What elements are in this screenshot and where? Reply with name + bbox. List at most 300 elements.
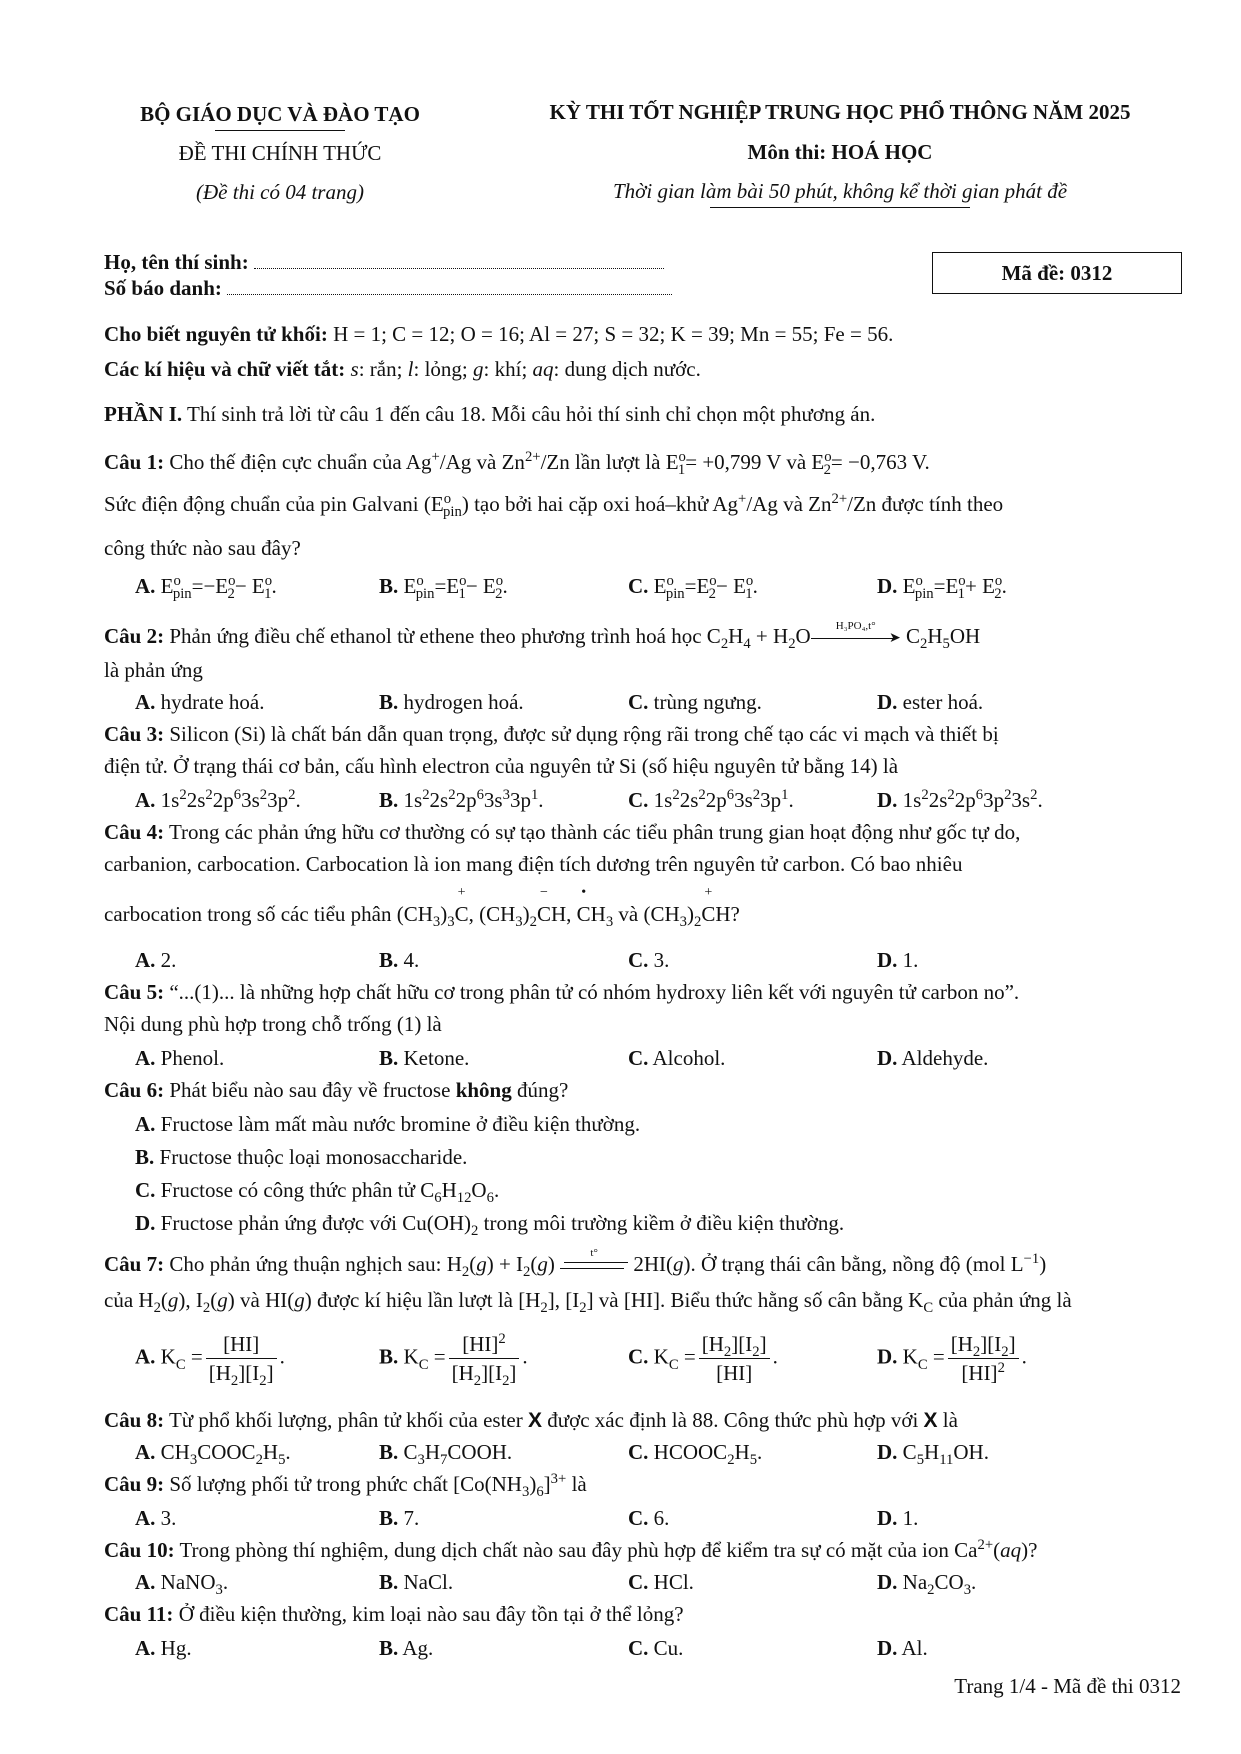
option-text: trùng ngưng. (653, 690, 762, 714)
candidate-id-blank[interactable] (227, 278, 672, 295)
f: C (902, 1440, 917, 1464)
sub: 3 (605, 914, 614, 931)
option-d[interactable] (877, 946, 918, 974)
k: K (902, 1344, 918, 1369)
opt-text: − E (234, 574, 265, 598)
option-b[interactable] (379, 1568, 453, 1596)
option-letter: B. (379, 574, 399, 598)
option-d[interactable] (877, 1504, 918, 1532)
carbon: C (701, 902, 716, 926)
question-9-options (135, 1504, 1185, 1534)
sub: 5 (749, 1452, 758, 1469)
dot: . (279, 1344, 285, 1369)
option-letter: A. (135, 1046, 156, 1070)
question-3-line2: điện tử. Ở trạng thái cơ bản, cấu hình electron của nguyên tử Si (số hiệu nguyên tử bằng 14) là (104, 754, 899, 778)
q1-sup: o (678, 449, 686, 465)
f: . (506, 1440, 513, 1464)
question-11-options (135, 1634, 1185, 1664)
option-text: Fructose thuộc loại monosaccharide. (159, 1145, 468, 1169)
sub: C (917, 1356, 928, 1373)
charged-carbon (454, 885, 469, 928)
option-d[interactable] (135, 1209, 845, 1240)
option-b[interactable] (379, 946, 419, 974)
cfg: 1s (902, 788, 922, 812)
q2-eq: O (795, 624, 811, 648)
option-text: Ketone. (403, 1046, 470, 1070)
numerator (699, 1330, 770, 1359)
q7-phase: g (217, 1288, 228, 1312)
cfg-sup: 6 (726, 787, 735, 803)
sub: 3 (515, 914, 523, 931)
frac-text: ][I (731, 1332, 753, 1356)
question-1 (104, 448, 1184, 479)
q8-text: được xác định là 88. Công thức phù hợp với (542, 1408, 924, 1432)
q5-line1: “...(1)... là những hợp chất hữu cơ trong phân tử có nhóm hydroxy liên kết với nguyên tử carbon no”. (164, 980, 1020, 1004)
numerator (449, 1330, 520, 1359)
sub: 2 (579, 1300, 587, 1317)
option-letter: A. (135, 1344, 156, 1369)
frac-text: [H (451, 1361, 474, 1386)
frac-text: [H (208, 1361, 231, 1386)
opt-e: E (160, 574, 174, 598)
fraction (948, 1330, 1019, 1388)
question-5-options (135, 1044, 1185, 1074)
cfg-sup: 2 (422, 787, 430, 803)
cfg: . (1037, 788, 1043, 812)
sub: 2 (694, 914, 702, 931)
cfg: 3s (1011, 788, 1031, 812)
option-letter: C. (628, 1636, 649, 1660)
option-d[interactable] (877, 1634, 928, 1662)
cfg: 1s (160, 788, 180, 812)
q1-sup: 2+ (831, 491, 848, 507)
option-b[interactable] (379, 688, 524, 716)
sub: 2 (202, 1300, 211, 1317)
option-letter: C. (628, 1440, 649, 1464)
option-letter: A. (135, 1636, 156, 1660)
species: ) (440, 902, 448, 926)
option-text: Hg. (160, 1636, 192, 1660)
species: ) (522, 902, 530, 926)
opt-sub: pin (914, 586, 934, 603)
option-letter: A. (135, 1570, 156, 1594)
option-b[interactable] (379, 572, 508, 603)
option-c[interactable] (628, 572, 758, 603)
q1-sup: o (824, 449, 832, 465)
charged-carbon (536, 885, 551, 928)
fraction (449, 1330, 520, 1388)
exam-code-box: Mã đề: 0312 (932, 252, 1182, 294)
cfg: . (788, 788, 794, 812)
option-text: 4. (403, 948, 420, 972)
cfg: 1s (653, 788, 673, 812)
frac-text: [HI] (716, 1361, 753, 1386)
option-a[interactable] (135, 1330, 285, 1388)
cfg-sup: 2 (752, 787, 761, 803)
q7-text: ). Ở trạng thái cân bằng, nồng độ (mol L (683, 1252, 1024, 1276)
question-7-line2 (104, 1286, 1184, 1317)
species: (CH (396, 902, 433, 926)
q6-negation: không (455, 1078, 512, 1102)
opt-text: =E (434, 574, 460, 598)
question-number: Câu 8: (104, 1408, 165, 1432)
option-c[interactable] (135, 1176, 500, 1207)
sub: 3 (417, 1452, 425, 1469)
opt-dot: . (502, 574, 508, 598)
species: (CH (643, 902, 680, 926)
frac-text: [H (701, 1332, 724, 1356)
q2-eq: C (905, 624, 920, 648)
f: HCOOC (653, 1440, 728, 1464)
option-a[interactable] (135, 572, 277, 603)
opt-text: + E (964, 574, 995, 598)
option-letter: D. (877, 948, 898, 972)
f: NaNO (160, 1570, 216, 1594)
q2-eq: OH (949, 624, 981, 648)
option-text: 3. (160, 1506, 177, 1530)
option-a[interactable] (135, 1110, 640, 1138)
cfg-sup: 2 (698, 787, 706, 803)
cfg: 3p (760, 788, 782, 812)
eq-line (564, 1262, 628, 1263)
abbr-s: s (350, 357, 359, 381)
header-left (110, 100, 450, 206)
sub: 2 (972, 1344, 981, 1361)
cfg: 2p (212, 788, 234, 812)
q7-text: ( (469, 1252, 477, 1276)
opt-text: =−E (191, 574, 229, 598)
q7-text: của H (104, 1288, 154, 1312)
cfg-sup: 6 (476, 787, 484, 803)
option-letter: D. (877, 1570, 898, 1594)
official-label: ĐỀ THI CHÍNH THỨC (178, 141, 382, 166)
q7-text: ] và [HI]. Biểu thức hằng số cân bằng K (586, 1288, 924, 1312)
ministry-name: BỘ GIÁO DỤC VÀ ĐÀO TẠO (140, 102, 420, 126)
option-text: hydrogen hoá. (403, 690, 524, 714)
sub: 2 (788, 636, 796, 653)
q7-text: ) (1039, 1252, 1047, 1276)
option-c[interactable] (628, 1504, 669, 1532)
opt-sub: pin (415, 586, 435, 603)
page-footer: Trang 1/4 - Mã đề thi 0312 (954, 1674, 1181, 1698)
option-c[interactable] (628, 688, 762, 716)
option-a[interactable] (135, 1044, 224, 1072)
cfg: 3p (983, 788, 1005, 812)
sub: 3 (679, 914, 688, 931)
subject-label: Môn thi: HOÁ HỌC (747, 140, 933, 165)
carbon: C (576, 902, 591, 926)
sub: C (923, 1300, 934, 1317)
frac-text: ] (1008, 1332, 1016, 1356)
option-letter: B. (379, 690, 399, 714)
option-b[interactable] (379, 786, 544, 814)
option-c[interactable] (628, 1438, 763, 1469)
q7-text: ) và HI( (227, 1288, 295, 1312)
option-d[interactable] (877, 786, 1043, 814)
part1-instruction (104, 400, 1184, 428)
opt-sup: o (459, 573, 467, 589)
q1-e: E (430, 492, 444, 516)
carbon: C (454, 902, 469, 926)
sub: 2 (461, 1264, 470, 1281)
sub: 3 (189, 1452, 198, 1469)
option-text: Al. (901, 1636, 928, 1660)
cfg-sup: 1 (530, 787, 539, 803)
option-b[interactable] (379, 1438, 513, 1469)
option-letter: B. (379, 788, 399, 812)
denominator (699, 1359, 770, 1387)
abbr-s-text: : rắn; (358, 357, 408, 381)
question-number: Câu 2: (104, 624, 165, 648)
question-number: Câu 6: (104, 1078, 165, 1102)
dot: . (522, 1344, 528, 1369)
abbreviations-label: Các kí hiệu và chữ viết tắt: (104, 357, 346, 381)
option-letter: B. (379, 1046, 399, 1070)
q1-sup: o (443, 491, 452, 507)
option-text: Ag. (402, 1636, 434, 1660)
sub: 6 (434, 1190, 442, 1207)
sub: 3 (447, 914, 455, 931)
question-number: Câu 4: (104, 820, 165, 844)
sup: −1 (1023, 1251, 1040, 1267)
cfg-sup: 2 (921, 787, 929, 803)
q1-text-d: = +0,799 V và E (685, 450, 825, 474)
opt-dot: . (752, 574, 758, 598)
option-d[interactable] (877, 572, 1007, 603)
q6-text: Phát biểu nào sau đây về fructose (164, 1078, 456, 1102)
question-number: Câu 7: (104, 1252, 165, 1276)
option-c[interactable] (628, 1634, 683, 1662)
option-a[interactable] (135, 688, 264, 716)
question-7 (104, 1247, 1184, 1281)
option-b[interactable] (379, 1634, 433, 1662)
atomic-masses-line (104, 320, 1184, 348)
numerator (948, 1330, 1019, 1359)
sub: 3 (963, 1582, 972, 1599)
cfg: 2s (928, 788, 948, 812)
question-8-options (135, 1438, 1185, 1468)
q11-text: Ở điều kiện thường, kim loại nào sau đây tồn tại ở thể lỏng? (173, 1602, 684, 1626)
option-d[interactable] (877, 688, 983, 716)
question-1-line2 (104, 490, 1184, 521)
ester-x: X (923, 1409, 938, 1432)
option-letter: D. (877, 1344, 898, 1369)
option-letter: A. (135, 574, 156, 598)
opt-sup: o (666, 573, 674, 589)
species: H? (715, 902, 740, 926)
opt-sup: o (745, 573, 754, 589)
option-text: Aldehyde. (901, 1046, 989, 1070)
q1-text-e: = −0,763 V. (830, 450, 930, 474)
f: COOC (197, 1440, 256, 1464)
exam-title: KỲ THI TỐT NGHIỆP TRUNG HỌC PHỔ THÔNG NĂM 2025 (549, 100, 1131, 124)
fraction (206, 1330, 277, 1388)
opt-sup: o (495, 573, 504, 589)
opt-sup: o (416, 573, 424, 589)
sub: 5 (278, 1452, 286, 1469)
q1-sup: 2+ (524, 449, 541, 465)
k: K (653, 1344, 669, 1369)
charge-mark: + (704, 885, 713, 900)
opt-sup: o (264, 573, 273, 589)
sub: 2 (259, 1373, 267, 1390)
frac-text: ][I (980, 1332, 1002, 1356)
question-4-line3 (104, 885, 1184, 931)
option-text: hydrate hoá. (160, 690, 265, 714)
charge-mark: + (457, 885, 466, 900)
frac-text: ] (759, 1332, 767, 1356)
frac-text: ] (509, 1361, 517, 1386)
opt-sup: o (994, 573, 1003, 589)
opt-dot: . (1001, 574, 1007, 598)
q8-text: Từ phổ khối lượng, phân tử khối của ester (164, 1408, 528, 1432)
question-6 (104, 1076, 1184, 1104)
q3-line1: Silicon (Si) là chất bán dẫn quan trọng, được sử dụng rộng rãi trong chế tạo các vi mạch và thiết bị (164, 722, 999, 746)
cfg-sup: 2 (947, 787, 955, 803)
question-1-options (135, 572, 1185, 602)
opt-sub: 2 (994, 586, 1002, 603)
opt-sup: o (173, 573, 181, 589)
equilibrium-arrow (560, 1247, 628, 1274)
option-c[interactable] (628, 1330, 778, 1388)
cfg: 2s (679, 788, 699, 812)
q1-sup: + (738, 491, 747, 507)
cfg: 3p (509, 788, 531, 812)
option-letter: B. (379, 1440, 399, 1464)
option-letter: D. (877, 1506, 898, 1530)
sub: 2 (471, 1223, 479, 1240)
option-a[interactable] (135, 1634, 192, 1662)
cfg-sup: 6 (975, 787, 984, 803)
sub: 5 (942, 636, 950, 653)
cfg-sup: 2 (288, 787, 296, 803)
cfg-sup: 2 (205, 787, 213, 803)
option-a[interactable] (135, 1438, 291, 1469)
sub: 2 (473, 1373, 482, 1390)
candidate-name-blank[interactable] (254, 252, 664, 269)
arrow-head: ➤ (888, 631, 901, 647)
option-d[interactable] (877, 1044, 988, 1072)
q1-sub: pin (443, 504, 462, 521)
opt-sub: 1 (957, 586, 965, 603)
candidate-id-row (104, 274, 672, 302)
option-text: Cu. (653, 1636, 684, 1660)
q7-phase: g (476, 1252, 487, 1276)
option-b[interactable] (379, 1330, 528, 1388)
q1-l2-b: ) tạo bởi hai cặp oxi hoá–khử Ag (461, 492, 739, 516)
eq-line (560, 1268, 624, 1269)
charge-mark: − (540, 885, 548, 900)
option-text: . (493, 1178, 500, 1202)
question-5-line2: Nội dung phù hợp trong chỗ trống (1) là (104, 1012, 442, 1036)
option-c[interactable] (628, 1568, 694, 1596)
option-a[interactable] (135, 786, 301, 814)
f: H (734, 1440, 750, 1464)
option-d[interactable] (877, 1438, 989, 1469)
option-letter: C. (628, 1344, 649, 1369)
abbr-aq: aq (532, 357, 554, 381)
f: C (403, 1440, 418, 1464)
question-9 (104, 1470, 1184, 1501)
f: . (285, 1440, 291, 1464)
option-letter: D. (877, 1046, 898, 1070)
cfg: 2s (429, 788, 449, 812)
option-text: 1. (902, 948, 919, 972)
opt-text: =E (684, 574, 710, 598)
option-c[interactable] (628, 786, 794, 814)
f: . (757, 1440, 763, 1464)
option-letter: A. (135, 1506, 156, 1530)
cfg: 1s (403, 788, 423, 812)
sub: C (418, 1356, 429, 1373)
sub: 2 (927, 1582, 935, 1599)
option-c[interactable] (628, 1044, 725, 1072)
opt-sub: pin (172, 586, 192, 603)
option-letter: D. (877, 1440, 898, 1464)
species: H (550, 902, 567, 926)
option-d[interactable] (877, 1330, 1027, 1388)
option-c[interactable] (628, 946, 669, 974)
option-d[interactable] (877, 1568, 977, 1599)
q7-phase: g (673, 1252, 684, 1276)
q2-eq: + H (750, 624, 789, 648)
sub: 3 (215, 1582, 223, 1599)
q4-line3-text: carbocation trong số các tiểu phân (104, 902, 397, 926)
sub: 7 (440, 1452, 448, 1469)
atomic-masses-values: H = 1; C = 12; O = 16; Al = 27; S = 32; K = 39; Mn = 55; Fe = 56. (333, 322, 894, 346)
opt-text: − E (715, 574, 746, 598)
frac-text: ] (266, 1361, 274, 1386)
q6-text: đúng? (511, 1078, 569, 1102)
opt-dot: . (271, 574, 277, 598)
time-note: Thời gian làm bài 50 phút, không kể thời gian phát đề (612, 178, 1068, 203)
q7-text: ) (547, 1252, 555, 1276)
fraction (699, 1330, 770, 1388)
option-a[interactable] (135, 946, 176, 974)
question-3 (104, 720, 1184, 748)
cfg: 2p (455, 788, 477, 812)
frac-text: [HI] (223, 1332, 260, 1356)
sub: 6 (486, 1190, 494, 1207)
option-a[interactable] (135, 1568, 229, 1599)
f: COOH (447, 1440, 507, 1464)
option-text: O (471, 1178, 487, 1202)
option-b[interactable] (379, 1044, 469, 1072)
frac-text: [HI] (961, 1361, 998, 1386)
option-b[interactable] (135, 1143, 467, 1171)
q9-text: Số lượng phối tử trong phức chất [Co(NH (164, 1472, 522, 1496)
option-letter: B. (379, 1570, 399, 1594)
cfg: 2p (705, 788, 727, 812)
question-4-options (135, 946, 1185, 976)
option-a[interactable] (135, 1504, 176, 1532)
denominator (449, 1359, 520, 1390)
question-8 (104, 1406, 1184, 1435)
sub: 2 (523, 1264, 531, 1281)
cfg-sup: 2 (448, 787, 456, 803)
sub: C (668, 1356, 679, 1373)
opt-text: − E (465, 574, 496, 598)
option-text: HCl. (653, 1570, 694, 1594)
q9-text: ] (543, 1472, 551, 1496)
q2-eq: H (728, 624, 744, 648)
option-b[interactable] (379, 1504, 419, 1532)
option-text: 7. (403, 1506, 420, 1530)
q7-text: ( (160, 1288, 168, 1312)
radical-mark: • (581, 885, 587, 900)
q7-text: 2HI( (628, 1252, 674, 1276)
question-11 (104, 1600, 1184, 1628)
